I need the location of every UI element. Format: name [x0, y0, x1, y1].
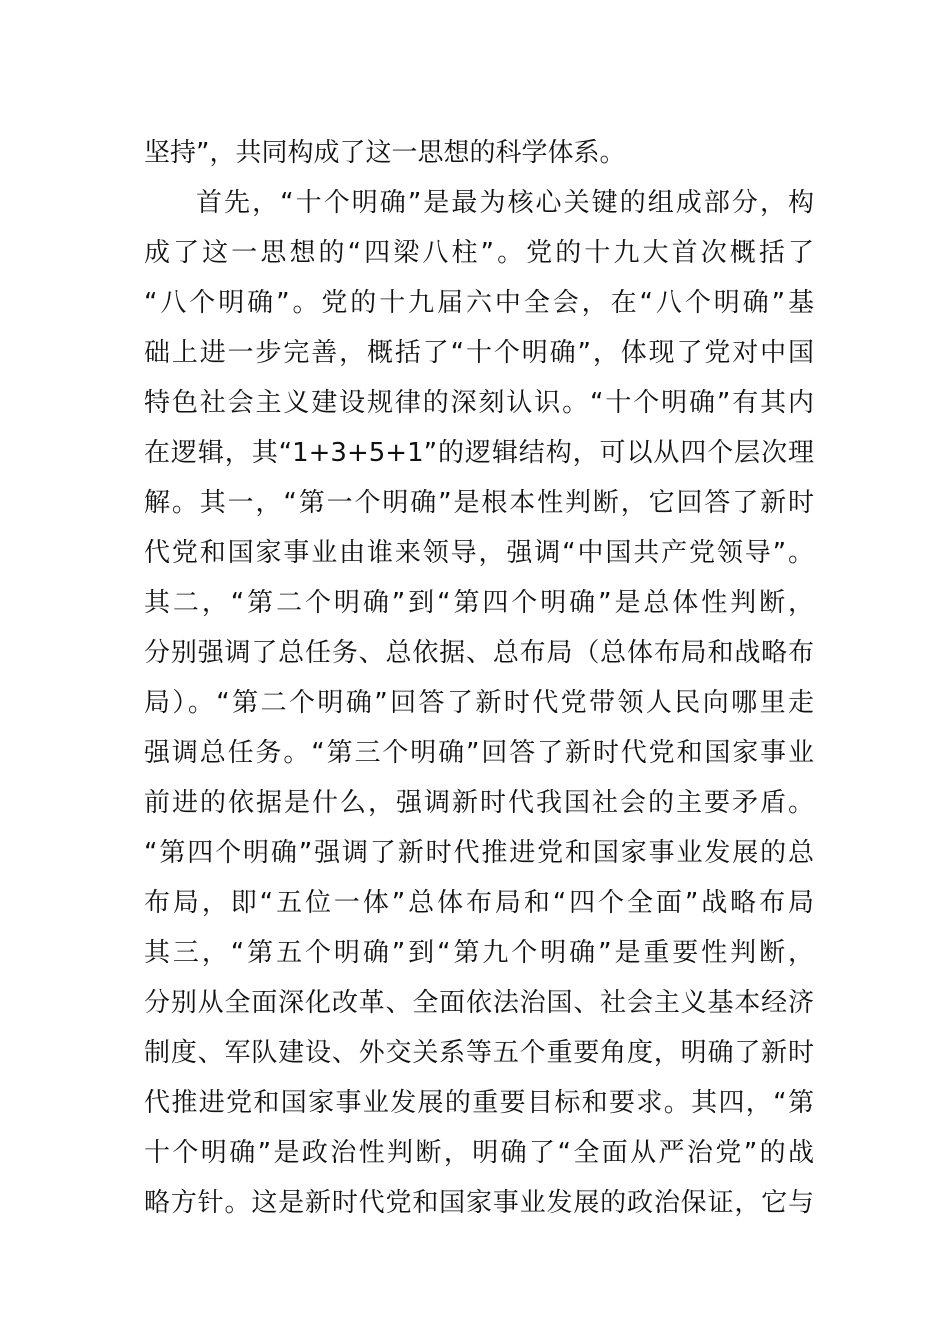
text-line-8: 解。其一，“第一个明确”是根本性判断，它回答了新时	[144, 488, 814, 518]
text-line-21: 十个明确”是政治性判断，明确了“全面从严治党”的战	[144, 1138, 814, 1168]
text-line-2: 首先，“十个明确”是最为核心关键的组成部分，构	[196, 188, 814, 218]
text-line-9: 代党和国家事业由谁来领导，强调“中国共产党领导”。	[144, 538, 814, 568]
text-line-15: “第四个明确”强调了新时代推进党和国家事业发展的总	[144, 838, 814, 868]
text-line-13: 强调总任务。“第三个明确”回答了新时代党和国家事业	[144, 738, 814, 768]
text-line-20: 代推进党和国家事业发展的重要目标和要求。其四，“第	[144, 1088, 814, 1118]
text-line-18: 分别从全面深化改革、全面依法治国、社会主义基本经济	[144, 988, 814, 1018]
text-line-3: 成了这一思想的“四梁八柱”。党的十九大首次概括了	[144, 238, 814, 268]
text-line-22: 略方针。这是新时代党和国家事业发展的政治保证，它与	[144, 1188, 814, 1218]
text-line-14: 前进的依据是什么，强调新时代我国社会的主要矛盾。	[144, 788, 814, 818]
text-line-17: 其三，“第五个明确”到“第九个明确”是重要性判断，	[144, 938, 814, 968]
text-line-10: 其二，“第二个明确”到“第四个明确”是总体性判断，	[144, 588, 814, 618]
text-line-16: 布局，即“五位一体”总体布局和“四个全面”战略布局	[144, 888, 814, 918]
text-line-6: 特色社会主义建设规律的深刻认识。“十个明确”有其内	[144, 388, 814, 418]
text-line-12: 局）。“第二个明确”回答了新时代党带领人民向哪里走	[144, 688, 814, 718]
text-line-4: “八个明确”。党的十九届六中全会，在“八个明确”基	[144, 288, 814, 318]
text-line-11: 分别强调了总任务、总依据、总布局（总体布局和战略布	[144, 638, 814, 668]
text-line-5: 础上进一步完善，概括了“十个明确”，体现了党对中国	[144, 338, 814, 368]
text-line-19: 制度、军队建设、外交关系等五个重要角度，明确了新时	[144, 1038, 814, 1068]
text-line-1: 坚持”，共同构成了这一思想的科学体系。	[144, 138, 626, 168]
text-line-7: 在逻辑，其“1+3+5+1”的逻辑结构，可以从四个层次理	[144, 438, 814, 468]
